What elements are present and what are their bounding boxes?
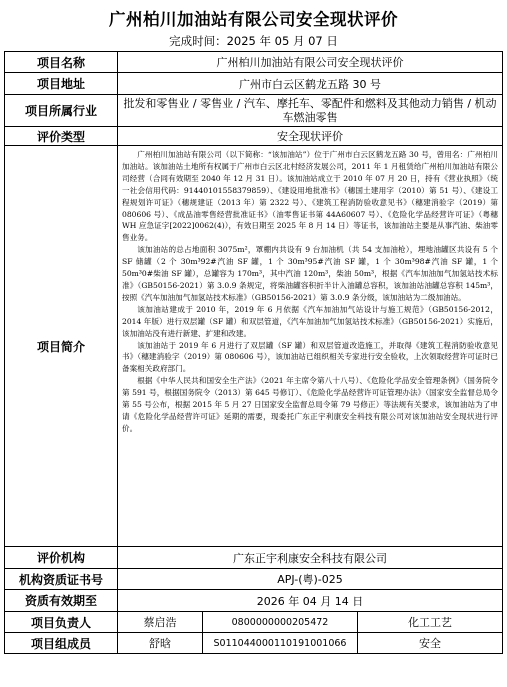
- eval-type-value: 安全现状评价: [118, 127, 503, 146]
- org-label: 评价机构: [5, 547, 118, 569]
- validity-label: 资质有效期至: [5, 590, 118, 612]
- industry-value: 批发和零售业 / 零售业 / 汽车、摩托车、零配件和燃料及其他动力销售 / 机动车燃油零售: [118, 95, 503, 127]
- summary-paragraph: 该加油站的总占地面积 3075m²，罩棚内共设有 9 台加油机（共 54 支加油枪），埋地油罐区共设有 5 个 SF 储罐（2 个 30m³92#汽油 SF 罐，1 个 30m³95#汽油 SF 罐，1 个 30m³98#汽油 SF 罐，1 个 50m³0#柴油 SF 罐），总罐容为 170m³，其中汽油 120m³，柴油 50m³，根据《汽车加油加气加氢站技术标准》（GB50156-2021）第 3.0.9 条规定，将柴油罐容积折半计入油罐总容积，该加油站油罐总容积 145m³，按照《汽车加油加气加氢站技术标准》（GB50156-2021）第 3.0.9 条分级，该加油站为二级加油站。: [122, 245, 498, 302]
- summary-paragraph: 广州柏川加油站有限公司（以下简称：“该加油站”）位于广州市白云区鹤龙五路 30 号，曾用名：广州柏川加油站。该加油站土地所有权属于广州市白云区北村经济发展公司，2011 年 1 月租赁给广州柏川加油站有限公司经营（合同有效期至 2040 年 12 月 31 日）。该加油站成立于 2010 年 07 月 20 日，持有《营业执照》（统一社会信用代码：91440101558379859）、《建设用地批准书》（穗国土建用字（2010）第 51 号）、《建设工程规划许可证》（穗规建证（2013 年）第 2322 号）、《建筑工程消防验收意见书》（穗建消验字（2019）第 080606 号）、《成品油零售经营批准证书》（油零售证书第 44A60607 号）、《危险化学品经营许可证》（粤穗 WH 应急证字[2022]0062(4)），有效日期至 2025 年 8 月 14 日）等证书，该加油站主要是从事汽油、柴油零售业务。: [122, 150, 498, 243]
- summary-paragraph: 该加油站于 2019 年 6 月进行了双层罐（SF 罐）和双层管道改造施工，并取得《建筑工程消防验收意见书》（穗建消验字（2019）第 080606 号），该加油站已组织相关专家进行安全验收，上次领取经营许可证时已备案相关政府部门。: [122, 340, 498, 374]
- member-number: S011044000110191001066: [203, 633, 358, 654]
- summary-paragraph: 该加油站建成于 2010 年，2019 年 6 月依据《汽车加油加气站设计与施工规范》（GB50156-2012，2014 年版）进行双层罐（SF 罐）和双层管道，《汽车加油加气加氢站技术标准》（GB50156-2021）实施后，该加油站没有进行新建、扩建和改建。: [122, 304, 498, 338]
- leader-field: 化工工艺: [358, 612, 503, 633]
- row-validity: [5, 590, 503, 612]
- row-leader: [5, 612, 503, 633]
- info-table: [4, 51, 503, 654]
- member-name: 舒晗: [118, 633, 203, 654]
- leader-number: 0800000000205472: [203, 612, 358, 633]
- leader-name: 蔡启浩: [118, 612, 203, 633]
- completion-date: 完成时间：2025 年 05 月 07 日: [169, 34, 338, 48]
- project-name-label: 项目名称: [5, 52, 118, 73]
- project-address-value: 广州市白云区鹤龙五路 30 号: [118, 73, 503, 95]
- project-address-label: 项目地址: [5, 73, 118, 95]
- cert-value: APJ-(粤)-025: [118, 569, 503, 590]
- org-value: 广东正宇利康安全科技有限公司: [118, 547, 503, 569]
- project-name-value: 广州柏川加油站有限公司安全现状评价: [118, 52, 503, 73]
- row-summary: [5, 146, 503, 547]
- row-eval-type: [5, 127, 503, 146]
- summary-label: 项目简介: [5, 146, 118, 547]
- summary-paragraph: 根据《中华人民共和国安全生产法》（2021 年主席令第八十八号）、《危险化学品安全管理条例》（国务院令第 591 号，根据国务院令（2013）第 645 号修订）、《危险化学品经营许可证管理办法》（国家安全监督总局令第 55 号公布，根据 2015 年 5 月 27 日国家安全监督总局令第 79 号修正）等法规有关要求，该加油站为了申请《危险化学品经营许可证》延期的需要，现委托广东正宇利康安全科技有限公司对该加油站安全现状进行评价。: [122, 376, 498, 433]
- validity-value: 2026 年 04 月 14 日: [118, 590, 503, 612]
- row-member: [5, 633, 503, 654]
- row-industry: [5, 95, 503, 127]
- member-field: 安全: [358, 633, 503, 654]
- industry-label: 项目所属行业: [5, 95, 118, 127]
- member-label: 项目组成员: [5, 633, 118, 654]
- leader-label: 项目负责人: [5, 612, 118, 633]
- cert-label: 机构资质证书号: [5, 569, 118, 590]
- row-project-address: [5, 73, 503, 95]
- eval-type-label: 评价类型: [5, 127, 118, 146]
- row-org: [5, 547, 503, 569]
- row-project-name: [5, 52, 503, 73]
- row-cert: [5, 569, 503, 590]
- page-title: 广州柏川加油站有限公司安全现状评价: [109, 10, 398, 29]
- summary-body: [118, 146, 503, 547]
